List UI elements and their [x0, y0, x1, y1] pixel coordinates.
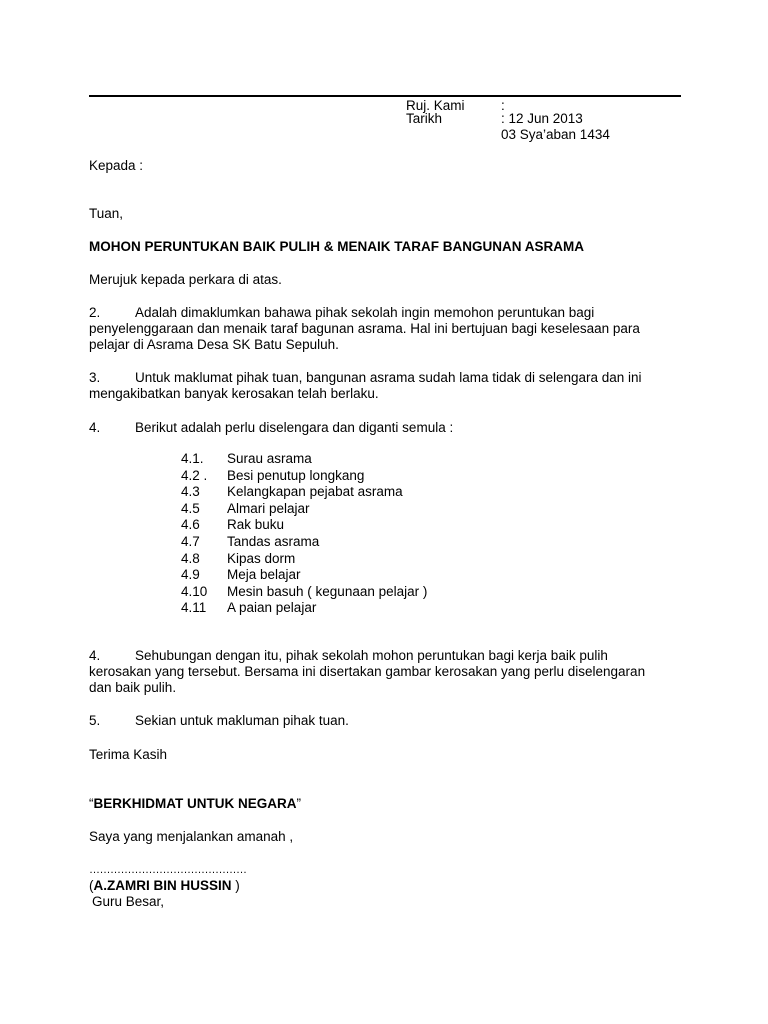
kepada-label: Kepada : — [89, 158, 144, 173]
paragraph-text: mengakibatkan banyak kerosakan telah berlaku. — [89, 386, 379, 401]
paragraph-number: 4. — [89, 648, 101, 663]
hijri-date: 03 Sya’aban 1434 — [501, 127, 610, 142]
list-item — [181, 451, 427, 468]
item-text: Rak buku — [227, 517, 285, 533]
item-number: 4.6 — [181, 517, 200, 533]
motto-text: BERKHIDMAT UNTUK NEGARA — [93, 796, 297, 811]
signer-open-paren: ( — [89, 878, 94, 893]
item-text: Kipas dorm — [227, 550, 296, 566]
motto-open-quote: “ — [89, 796, 94, 811]
opening-line: Merujuk kepada perkara di atas. — [89, 272, 282, 287]
paragraph-number: 2. — [89, 305, 101, 320]
paragraph-text: Berikut adalah perlu diselengara dan diganti semula : — [135, 420, 454, 435]
item-number: 4.8 — [181, 550, 200, 566]
list-item — [181, 484, 427, 501]
item-number: 4.7 — [181, 533, 200, 549]
paragraph-number: 4. — [89, 420, 101, 435]
item-text: Mesin basuh ( kegunaan pelajar ) — [227, 583, 428, 599]
paragraph-3 — [89, 370, 679, 402]
item-number: 4.11 — [181, 600, 207, 616]
signer-name-line — [89, 878, 240, 894]
item-text: Surau asrama — [227, 451, 312, 466]
item-text: A paian pelajar — [227, 600, 317, 616]
motto-close-quote: ” — [296, 796, 301, 811]
list-item — [181, 517, 427, 534]
list-item — [181, 468, 427, 485]
item-number: 4.2 . — [181, 467, 208, 483]
signer-title: Guru Besar, — [92, 894, 165, 909]
item-number: 4.1. — [181, 451, 204, 466]
header-rule — [89, 95, 681, 97]
paragraph-2 — [89, 305, 679, 353]
paragraph-text: kerosakan yang tersebut. Bersama ini disertakan gambar kerosakan yang perlu diselengaran — [89, 664, 646, 679]
paragraph-5 — [89, 713, 679, 729]
ruj-value: : — [501, 98, 505, 113]
list-item — [181, 584, 427, 601]
list-item — [181, 600, 427, 617]
paragraph-text: dan baik pulih. — [89, 680, 177, 695]
item-number: 4.3 — [181, 484, 200, 500]
signer-close-paren: ) — [231, 878, 240, 893]
salutation: Tuan, — [89, 206, 124, 221]
item-number: 4.9 — [181, 567, 200, 583]
letter-subject: MOHON PERUNTUKAN BAIK PULIH & MENAIK TARAF BANGUNAN ASRAMA — [89, 239, 584, 254]
item-number: 4.10 — [181, 583, 208, 599]
paragraph-text: Sehubungan dengan itu, pihak sekolah mohon peruntukan bagi kerja baik pulih — [135, 648, 608, 663]
item-text: Kelangkapan pejabat asrama — [227, 484, 403, 500]
item-text: Almari pelajar — [227, 500, 310, 516]
paragraph-4b — [89, 648, 679, 696]
paragraph-number: 3. — [89, 370, 101, 385]
ruj-label: Ruj. Kami — [406, 98, 465, 113]
motto — [89, 796, 301, 812]
list-item — [181, 501, 427, 518]
closing-line: Terima Kasih — [89, 747, 168, 762]
item-text: Meja belajar — [227, 567, 301, 583]
list-item — [181, 534, 427, 551]
item-text: Tandas asrama — [227, 533, 320, 549]
paragraph-number: 5. — [89, 713, 101, 728]
signature-line: ……………………………………… — [89, 864, 247, 876]
item-text: Besi penutup longkang — [227, 467, 365, 483]
item-number: 4.5 — [181, 500, 200, 516]
signer-name: A.ZAMRI BIN HUSSIN — [93, 878, 232, 893]
tarikh-value: : 12 Jun 2013 — [501, 111, 583, 126]
paragraph-text: Untuk maklumat pihak tuan, bangunan asrama sudah lama tidak di selengara dan ini — [135, 370, 642, 385]
amanah-line: Saya yang menjalankan amanah , — [89, 829, 294, 844]
paragraph-text: Sekian untuk makluman pihak tuan. — [135, 713, 349, 728]
paragraph-text: Adalah dimaklumkan bahawa pihak sekolah ingin memohon peruntukan bagi — [135, 305, 595, 320]
list-item — [181, 567, 427, 584]
paragraph-4 — [89, 420, 679, 436]
tarikh-label: Tarikh — [406, 111, 443, 126]
repair-items-list — [181, 451, 427, 617]
paragraph-text: penyelenggaraan dan menaik taraf bagunan asrama. Hal ini bertujuan bagi keselesaan para — [89, 321, 640, 336]
paragraph-text: pelajar di Asrama Desa SK Batu Sepuluh. — [89, 337, 339, 352]
list-item — [181, 551, 427, 568]
